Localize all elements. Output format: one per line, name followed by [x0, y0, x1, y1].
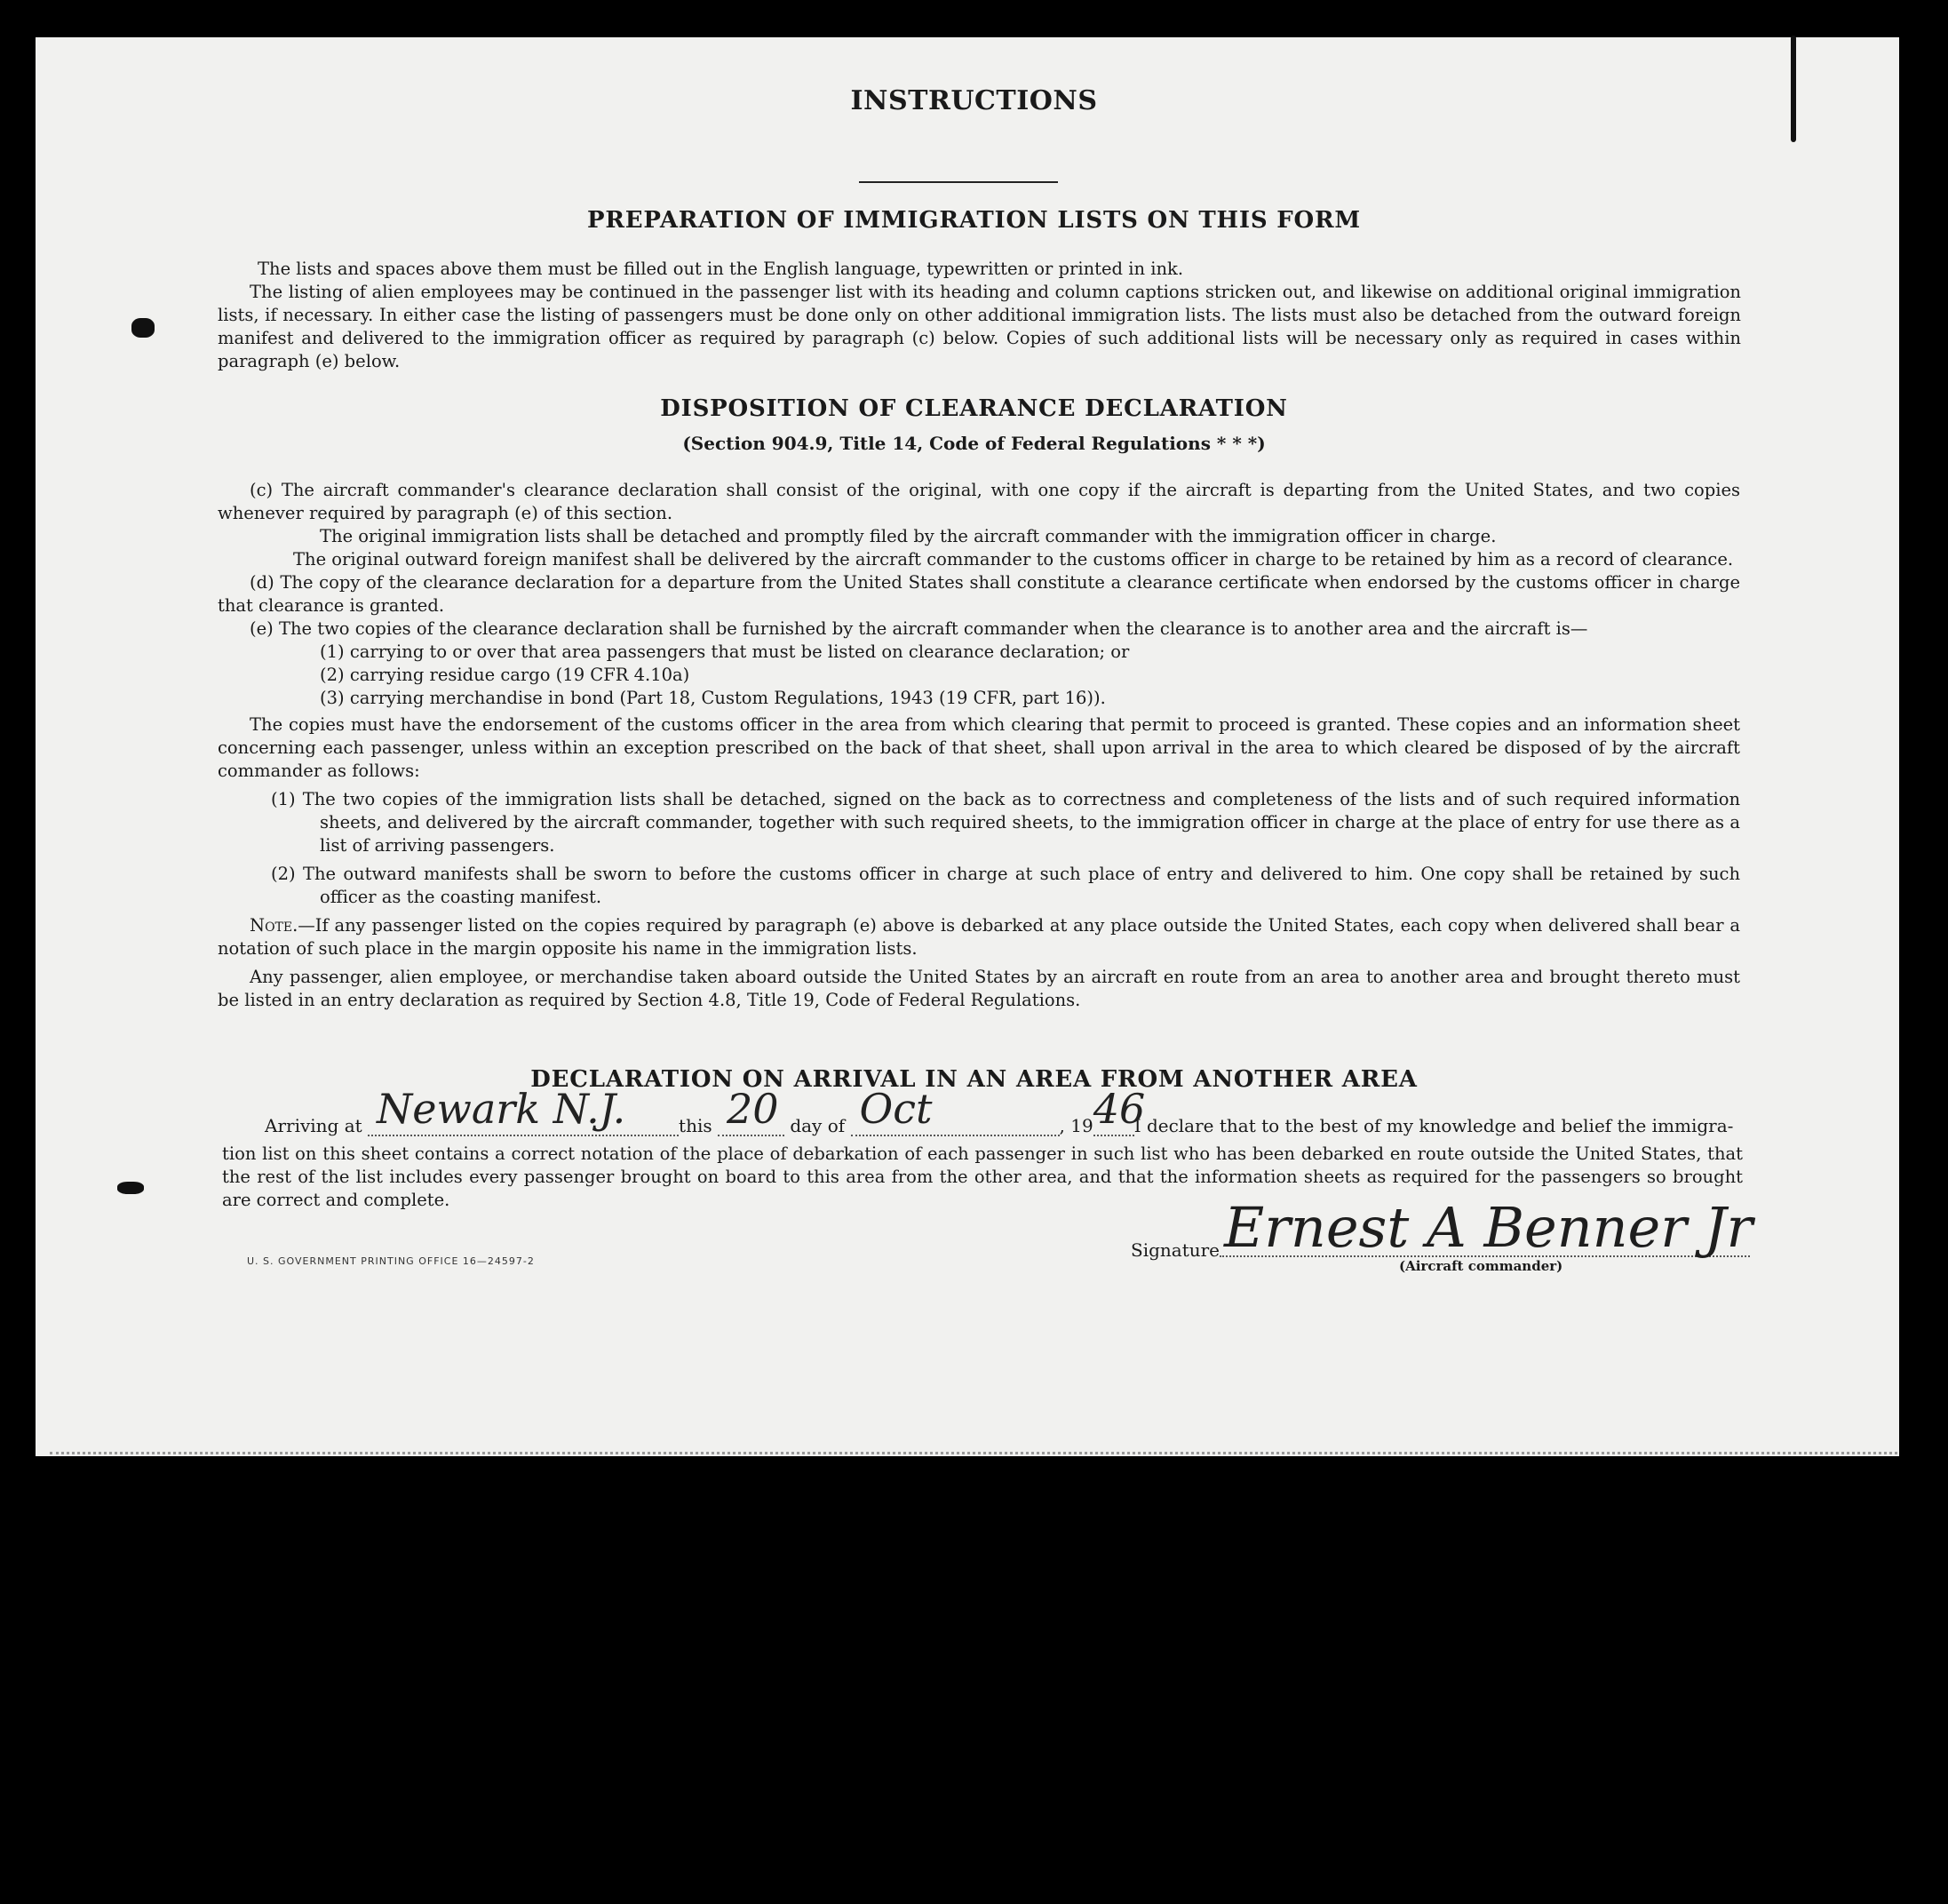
paragraph-e-3: (3) carrying merchandise in bond (Part 18, Custom Regulations, 1943 (19 CFR, part 16)). [320, 688, 1106, 708]
month-value: Oct [859, 1085, 933, 1133]
item-1 [218, 788, 1740, 857]
month-field[interactable] [851, 1085, 1060, 1136]
title-divider [859, 181, 1058, 183]
item-1-text: (1) The two copies of the immigration lists shall be detached, signed on the back as to correctness and completeness of the lists and of such required information sheets, and delivered by the aircraft commander, together with such required sheets, to the immigration officer in charge at the place of entry for use there as a list of arriving passengers. [271, 789, 1740, 856]
item-2-text: (2) The outward manifests shall be sworn to before the customs officer in charge at such place of entry and delivered to him. One copy shall be retained by such officer as the coasting manifest. [271, 864, 1740, 907]
day-of-label: day of [790, 1115, 846, 1136]
declaration-text: tion list on this sheet contains a correct notation of the place of debarkation of each passenger in such list who has been debarked en route outside the United States, that the rest of the list includes every passenger brought on board to this area from the other area, and that the information sheets as required for the passengers so brought are correct and complete. [222, 1143, 1743, 1210]
paragraph-d: (d) The copy of the clearance declaration for a departure from the United States shall constitute a clearance certificate when endorsed by the customs officer in charge that clearance is granted. [218, 572, 1740, 616]
ink-blot [117, 1182, 144, 1194]
page-title: INSTRUCTIONS [850, 85, 1098, 116]
signature-value: Ernest A Benner Jr [1224, 1195, 1753, 1260]
paragraph-c: (c) The aircraft commander's clearance declaration shall consist of the original, with one copy if the aircraft is departing from the United States, and two copies whenever required by paragraph (e) of this section. [218, 480, 1740, 523]
note-label: Note. [250, 915, 298, 936]
paragraph-copies: The copies must have the endorsement of the customs officer in the area from which clearing that permit to proceed is granted. These copies and an information sheet concerning each passenger, unless within an exception prescribed on the back of that sheet, shall upon arrival in the area to which cleared be disposed of by the aircraft commander as follows: [218, 714, 1740, 781]
signature-label: Signature [1131, 1239, 1220, 1261]
disposition-text [218, 479, 1740, 1012]
preparation-text [182, 258, 1741, 373]
note-paragraph [218, 914, 1740, 960]
year-value: 46 [1093, 1085, 1146, 1133]
paragraph-c-1: The original immigration lists shall be detached and promptly filed by the aircraft commander with the immigration officer in charge. [320, 526, 1497, 546]
arriving-at-value: Newark N.J. [377, 1085, 626, 1133]
section-heading-preparation: PREPARATION OF IMMIGRATION LISTS ON THIS FORM [587, 207, 1361, 234]
paragraph-e: (e) The two copies of the clearance declaration shall be furnished by the aircraft commander when the clearance is to another area and the aircraft is— [250, 618, 1588, 639]
ink-blot [131, 318, 155, 338]
section-subheading-regulation: (Section 904.9, Title 14, Code of Federal Regulations * * *) [682, 433, 1266, 454]
section-heading-disposition: DISPOSITION OF CLEARANCE DECLARATION [660, 395, 1288, 422]
arrival-line [265, 1085, 1734, 1136]
item-2 [218, 863, 1740, 909]
arriving-at-field[interactable] [368, 1085, 679, 1136]
signature-caption: (Aircraft commander) [1399, 1258, 1563, 1274]
this-label: this [679, 1115, 712, 1136]
paragraph: The listing of alien employees may be continued in the passenger list with its heading and column captions stricken out, and likewise on additional original immigration lists, if necessary. In either case the listing of passengers must be done only on other additional immigration lists. The lists must also be detached from the outward foreign manifest and delivered to the immigration officer as required by paragraph (c) below. Copies of such additional lists will be necessary only as required in cases within paragraph (e) below. [218, 282, 1741, 371]
year-prefix: , 19 [1059, 1115, 1093, 1136]
arriving-at-label: Arriving at [265, 1115, 362, 1136]
section-heading-declaration: DECLARATION ON ARRIVAL IN AN AREA FROM ANOTHER AREA [530, 1066, 1418, 1093]
paragraph-c-2: The original outward foreign manifest shall be delivered by the aircraft commander to the customs officer in charge to be retained by him as a record of clearance. [293, 549, 1734, 570]
paragraph-e-2: (2) carrying residue cargo (19 CFR 4.10a) [320, 665, 690, 685]
declaration-start: I declare that to the best of my knowledge and belief the immigra- [1133, 1115, 1734, 1136]
printing-office-imprint: U. S. GOVERNMENT PRINTING OFFICE 16—24597-2 [247, 1255, 535, 1267]
year-field[interactable] [1093, 1085, 1146, 1136]
paragraph-e-1: (1) carrying to or over that area passengers that must be listed on clearance declaration; or [320, 641, 1130, 662]
paragraph: The lists and spaces above them must be filled out in the English language, typewritten or printed in ink. [258, 259, 1184, 279]
note-text: —If any passenger listed on the copies required by paragraph (e) above is debarked at any place outside the United States, each copy when delivered shall bear a notation of such place in the margin opposite his name in the immigration lists. [218, 915, 1740, 959]
day-field[interactable] [718, 1085, 784, 1136]
day-value: 20 [726, 1085, 779, 1133]
sheet-perforated-edge [50, 1452, 1897, 1454]
paragraph-any: Any passenger, alien employee, or merchandise taken aboard outside the United States by an aircraft en route from an area to another area and brought thereto must be listed in an entry declaration as required by Section 4.8, Title 19, Code of Federal Regulations. [218, 967, 1740, 1010]
